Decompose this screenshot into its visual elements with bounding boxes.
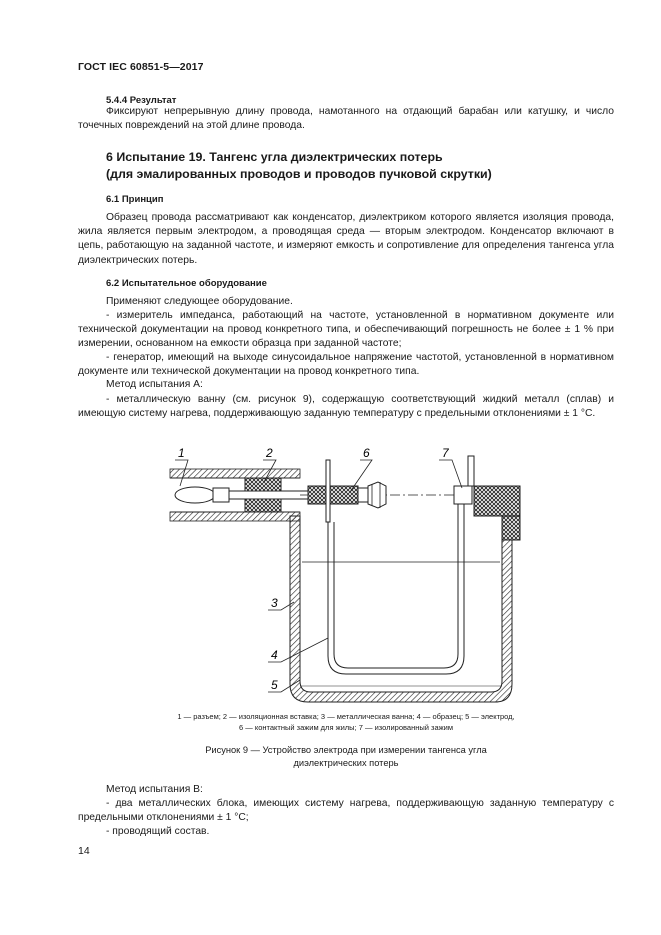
insulated-clamp [454,456,474,504]
section-6-title-line1: 6 Испытание 19. Тангенс угла диэлектрических потерь [106,150,443,164]
figure-label-2: 2 [266,446,273,460]
method-b-item2: - проводящий состав. [106,826,210,837]
section-62-item2: - генератор, имеющий на выходе синусоидальное напряжение частотой, установленной в нормативном документе или технической документации на провод конкретного типа. [78,352,614,378]
figure-label-3: 3 [271,596,278,610]
section-6-title [106,149,586,182]
electrode-device-figure [150,436,540,708]
contact-clamp [300,460,472,522]
method-a-title: Метод испытания А: [106,379,203,390]
section-61-title: 6.1 Принцип [106,194,164,205]
figure-label-5: 5 [271,678,278,692]
figure-label-6: 6 [363,446,370,460]
section-62-item1: - измеритель импеданса, работающий на частоте, установленной в нормативном документе или технической документации на провод конкретного типа, и обеспечивающий погрешность не более ± 1 % при измерении, основанном на емкости образца при заданной частоте; [78,310,614,350]
metal-bath [290,486,520,702]
section-544-title: 5.4.4 Результат [106,95,177,106]
document-header: ГОСТ IEC 60851-5—2017 [78,61,204,73]
section-62-intro: Применяют следующее оборудование. [106,296,293,307]
figure-legend-line1: 1 — разъем; 2 — изоляционная вставка; 3 — металлическая ванна; 4 — образец; 5 — электрод, [177,712,515,721]
insulating-insert [229,478,311,512]
figure-caption-line1: Рисунок 9 — Устройство электрода при измерении тангенса угла [205,745,487,755]
figure-label-7: 7 [442,446,449,460]
section-6-title-line2: (для эмалированных проводов и проводов пучковой скрутки) [106,166,492,181]
figure-caption-line2: диэлектрических потерь [293,757,399,768]
figure-caption [78,744,614,769]
page-number: 14 [78,845,90,857]
figure-legend [78,711,614,733]
section-544-text: Фиксируют непрерывную длину провода, намотанного на отдающий барабан или катушку, и число точечных повреждений на этой длине провода. [78,106,614,132]
figure-label-1: 1 [178,446,185,460]
section-61-text: Образец провода рассматривают как конденсатор, диэлектриком которого является изоляция провода, жила является первым электродом, а проводящая среда — вторым электродом. Конденсатор включают в цепь, работающую на заданной частоте, и измеряют емкость и сопротивление для определения тангенса угла диэлектрических потерь. [78,212,614,266]
method-b-item1: - два металлических блока, имеющих систему нагрева, поддерживающую заданную температуру с предельными отклонениями ± 1 °С; [78,798,614,824]
section-62-title: 6.2 Испытательное оборудование [106,278,267,289]
figure-legend-line2: 6 — контактный зажим для жилы; 7 — изолированный зажим [238,723,454,732]
figure-label-4: 4 [271,648,278,662]
sample-u-tube [328,504,464,674]
section-62-item3: - металлическую ванну (см. рисунок 9), содержащую соответствующий жидкий металл (сплав) и имеющую систему нагрева, поддерживающую заданную температуру с предельными отклонениями ± 1 °С. [78,394,614,420]
method-b-title: Метод испытания В: [106,784,203,795]
